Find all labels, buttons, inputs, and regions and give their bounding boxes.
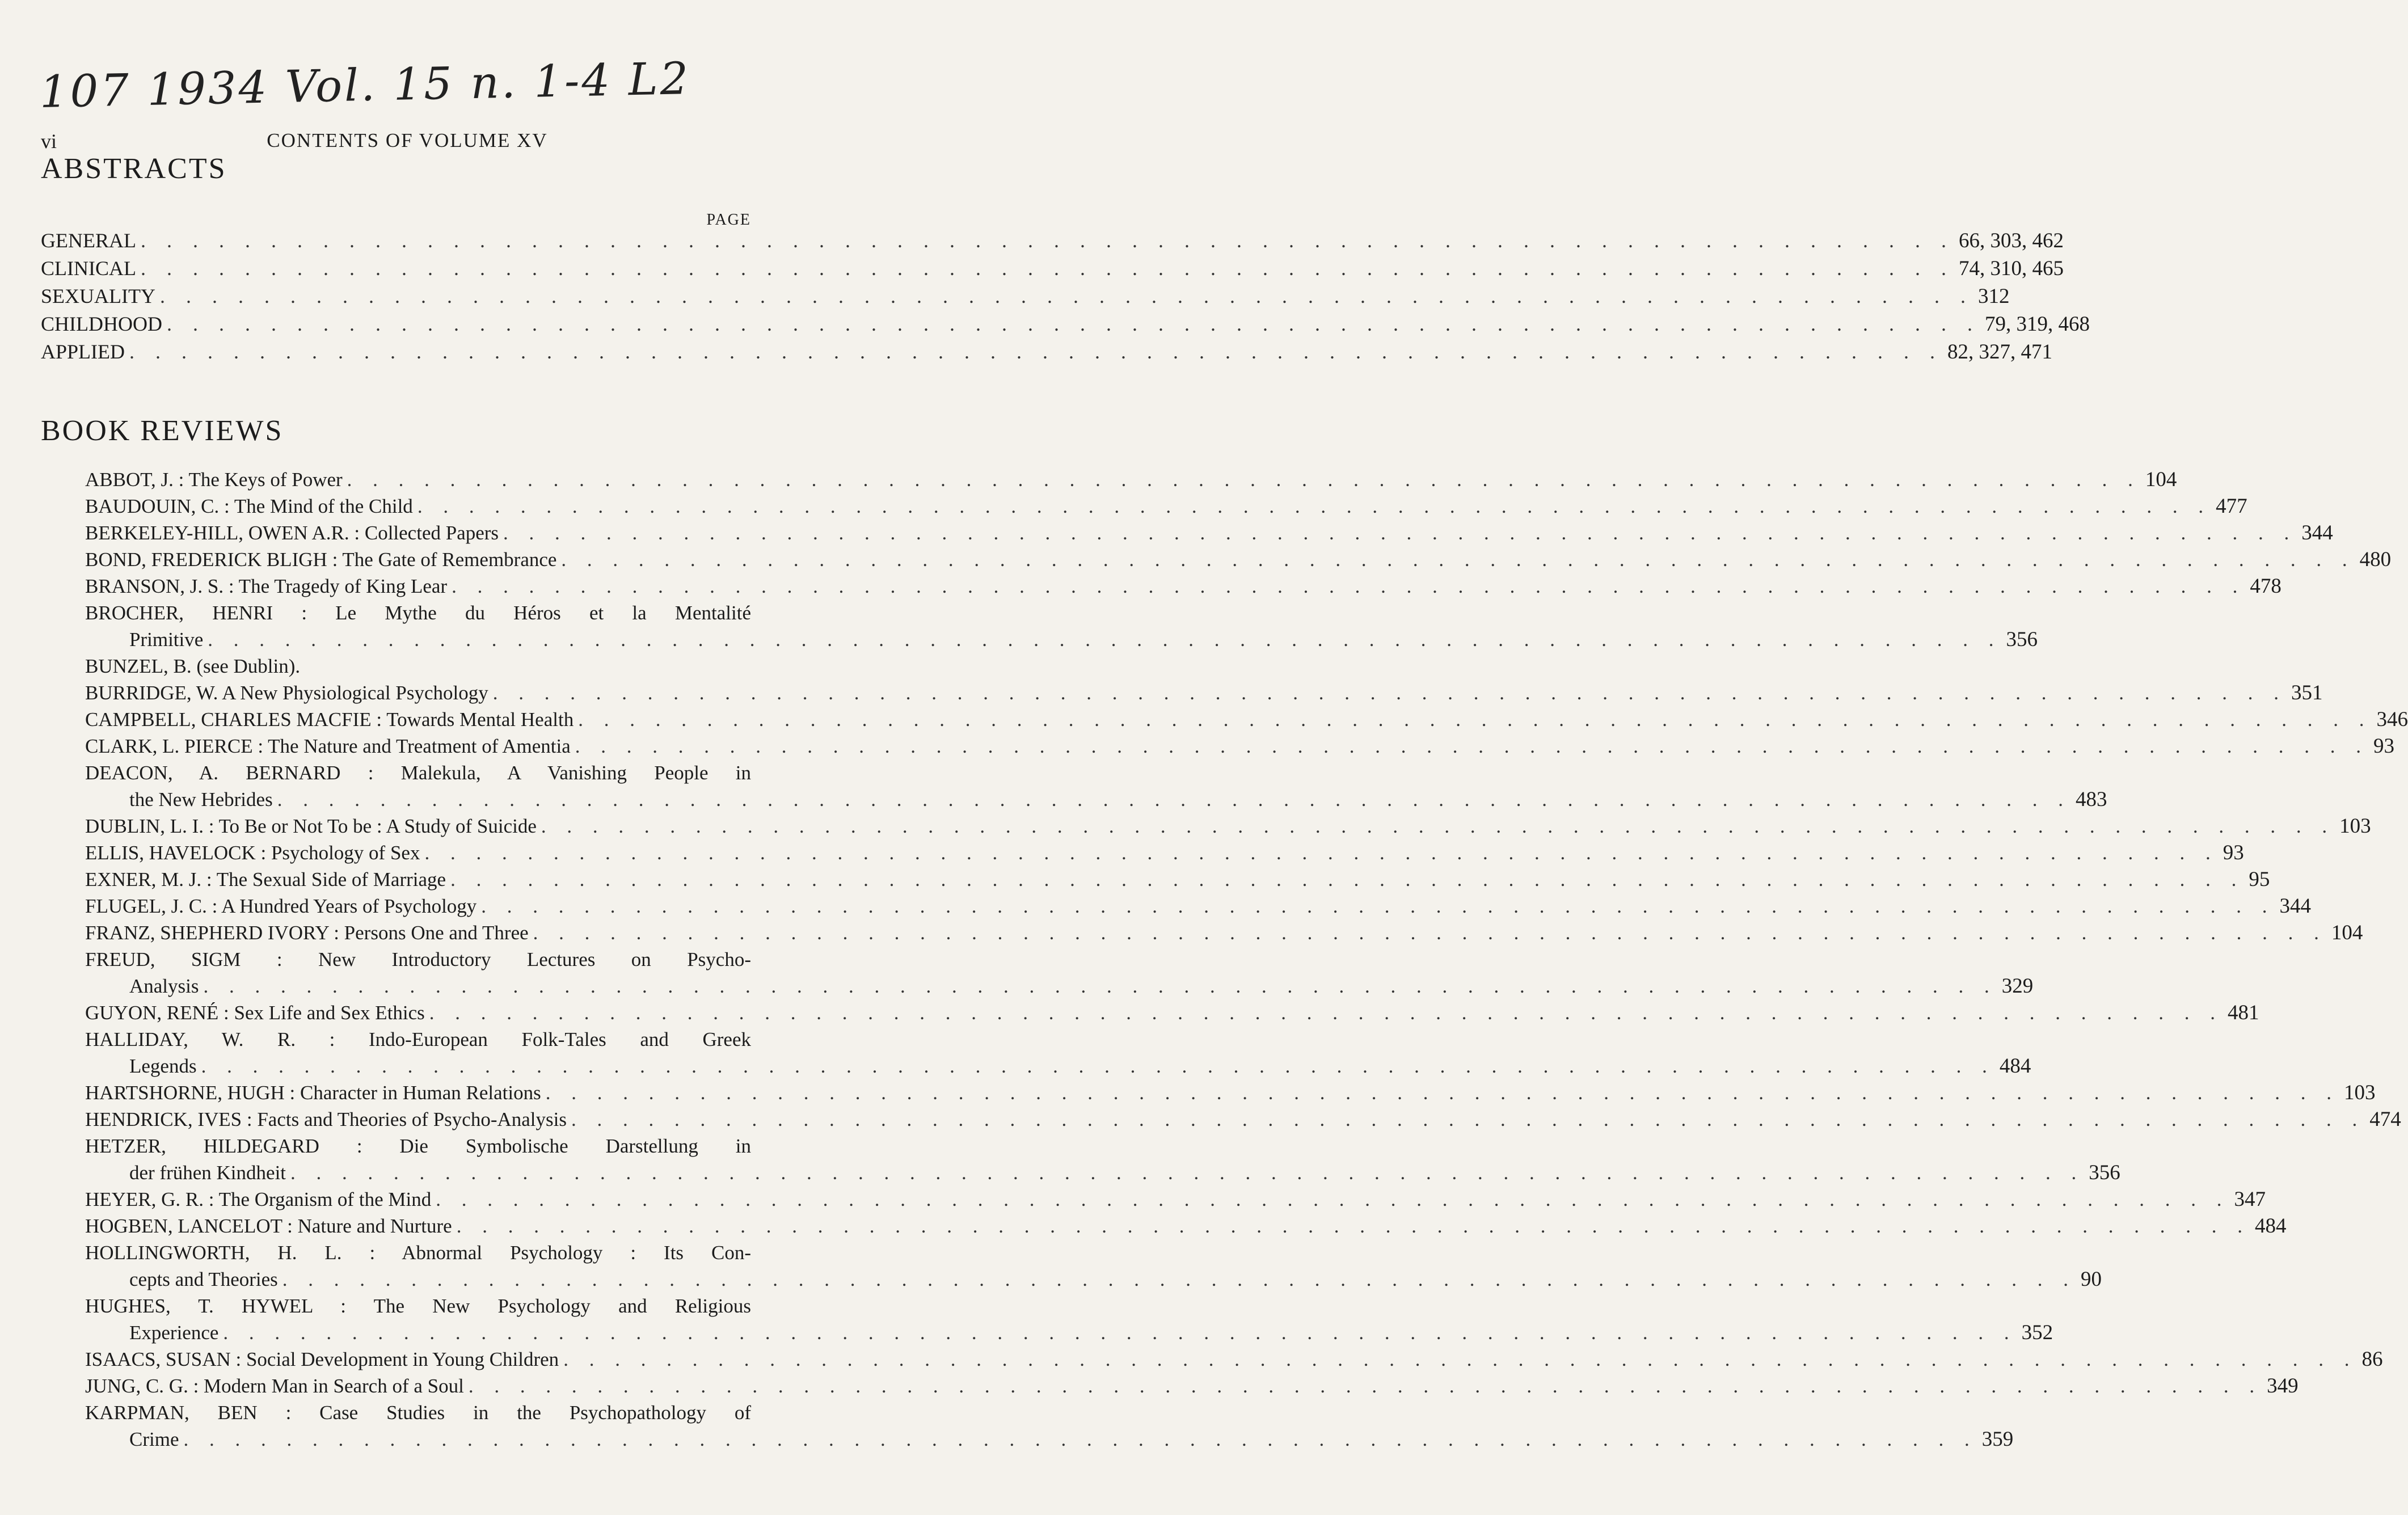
dot-leader: . . . . . . . . . . . . . . . . . . . . . . . . . . . . . . . . . . . . . . . . . . . . . . . . . . . . . . . . . . . . . . . . . . . . . .: [575, 735, 2369, 757]
dot-leader: . . . . . . . . . . . . . . . . . . . . . . . . . . . . . . . . . . . . . . . . . . . . . . . . . . . . . . . . . . . . . . . . . . . . . .: [561, 548, 2355, 571]
book-review-entry: [85, 759, 2107, 813]
review-page: 478: [2250, 575, 2282, 598]
dot-leader: . . . . . . . . . . . . . . . . . . . . . . . . . . . . . . . . . . . . . . . . . . . . . . . . . . . . . . . . . . . . . . . . . . . . . .: [456, 1215, 2250, 1237]
review-page: 483: [2075, 788, 2107, 811]
book-reviews-heading: BOOK REVIEWS: [41, 415, 284, 447]
book-review-entry: [85, 1213, 2287, 1239]
review-text: DEACON, A. BERNARD : Malekula, A Vanishing People in: [85, 762, 751, 784]
review-text-continued: Crime: [129, 1428, 179, 1450]
dot-leader: . . . . . . . . . . . . . . . . . . . . . . . . . . . . . . . . . . . . . . . . . . . . . . . . . . . . . . . . . . . . . . . . . . . . . .: [541, 815, 2335, 837]
review-text: HARTSHORNE, HUGH : Character in Human Relations: [85, 1082, 541, 1104]
abstract-pages: 74, 310, 465: [1958, 257, 2064, 280]
review-text: FREUD, SIGM : New Introductory Lectures on Psycho-: [85, 948, 751, 970]
review-text: BOND, FREDERICK BLIGH : The Gate of Remembrance: [85, 548, 557, 571]
dot-leader: . . . . . . . . . . . . . . . . . . . . . . . . . . . . . . . . . . . . . . . . . . . . . . . . . . . . . . . . . . . . . . . . . . . . . .: [503, 522, 2297, 544]
review-page: 477: [2216, 495, 2247, 518]
book-review-entry: [85, 466, 2177, 493]
review-text: HEYER, G. R. : The Organism of the Mind: [85, 1188, 432, 1210]
review-text: KARPMAN, BEN : Case Studies in the Psychopathology of: [85, 1402, 751, 1424]
book-review-entry: [85, 653, 751, 680]
page-column-label: PAGE: [706, 211, 751, 229]
book-review-entry: [85, 1399, 2014, 1453]
review-page: 481: [2228, 1001, 2259, 1024]
book-review-entry: [85, 1239, 2102, 1293]
review-text: HUGHES, T. HYWEL : The New Psychology and Religious: [85, 1295, 751, 1317]
review-page: 104: [2331, 921, 2363, 944]
review-text: ISAACS, SUSAN : Social Development in Young Children: [85, 1348, 559, 1370]
dot-leader: . . . . . . . . . . . . . . . . . . . . . . . . . . . . . . . . . . . . . . . . . . . . . . . . . . . . . . . . . . . . . . . . . . . . . .: [578, 708, 2372, 731]
book-review-entry: [85, 1106, 2401, 1133]
review-text: JUNG, C. G. : Modern Man in Search of a Soul: [85, 1375, 464, 1397]
review-text: BUNZEL, B. (see Dublin).: [85, 655, 301, 677]
dot-leader: . . . . . . . . . . . . . . . . . . . . . . . . . . . . . . . . . . . . . . . . . . . . . . . . . . . . . . . . . . . . . . . . . . . . . .: [436, 1188, 2230, 1210]
review-page: 93: [2373, 735, 2395, 758]
review-text: EXNER, M. J. : The Sexual Side of Marriage: [85, 868, 446, 891]
dot-leader: . . . . . . . . . . . . . . . . . . . . . . . . . . . . . . . . . . . . . . . . . . . . . . . . . . . . . . . . . . . . . . . . . . . . . .: [450, 868, 2245, 891]
review-page: 484: [2254, 1214, 2287, 1238]
dot-leader: . . . . . . . . . . . . . . . . . . . . . . . . . . . . . . . . . . . . . . . . . . . . . . . . . . . . . . . . . . . . . . . . . . . . . .: [563, 1348, 2358, 1370]
review-page: 474: [2369, 1108, 2401, 1131]
review-text: ELLIS, HAVELOCK : Psychology of Sex: [85, 842, 420, 864]
review-page: 104: [2145, 468, 2177, 491]
book-review-entry: [85, 813, 2371, 839]
review-text: FRANZ, SHEPHERD IVORY : Persons One and Three: [85, 922, 529, 944]
handwritten-note: 107 1934 Vol. 15 n. 1-4 L2: [39, 53, 691, 118]
review-page: 86: [2361, 1348, 2383, 1371]
book-review-entry: [85, 1373, 2299, 1399]
review-text: BRANSON, J. S. : The Tragedy of King Lear: [85, 575, 448, 597]
book-review-entry: [85, 893, 2312, 919]
abstract-label: CLINICAL: [41, 257, 136, 280]
dot-leader: . . . . . . . . . . . . . . . . . . . . . . . . . . . . . . . . . . . . . . . . . . . . . . . . . . . . . . . . . . . . . . . . . . . . . .: [492, 682, 2287, 704]
abstract-pages: 79, 319, 468: [1984, 313, 2090, 336]
review-text-continued: Analysis: [129, 975, 199, 997]
abstract-entry: [41, 255, 2064, 282]
dot-leader: . . . . . . . . . . . . . . . . . . . . . . . . . . . . . . . . . . . . . . . . . . . . . . . . . . . . . . . . . . . . . . . . . . . . . .: [208, 628, 2002, 651]
book-review-entry: [85, 919, 2363, 946]
dot-leader: . . . . . . . . . . . . . . . . . . . . . . . . . . . . . . . . . . . . . . . . . . . . . . . . . . . . . . . . . . . . . . . . . . . . . .: [223, 1322, 2017, 1344]
review-text-continued: cepts and Theories: [129, 1268, 278, 1290]
book-review-entry: [85, 520, 2333, 546]
review-text-continued: the New Hebrides: [129, 788, 273, 811]
dot-leader: . . . . . . . . . . . . . . . . . . . . . . . . . . . . . . . . . . . . . . . . . . . . . . . . . . . . . . . . . . . . . . . . . . . . . .: [183, 1428, 1977, 1450]
abstract-label: APPLIED: [41, 340, 125, 363]
dot-leader: . . . . . . . . . . . . . . . . . . . . . . . . . . . . . . . . . . . . . . . . . . . . . . . . . . . . . . . . . . . . . . . . . . . . . .: [533, 922, 2327, 944]
dot-leader: . . . . . . . . . . . . . . . . . . . . . . . . . . . . . . . . . . . . . . . . . . . . . . . . . . . . . . . . . . . . . . . . . . . . . .: [481, 895, 2275, 917]
book-review-entry: [85, 706, 2408, 733]
review-text: ABBOT, J. : The Keys of Power: [85, 469, 343, 491]
book-review-entry: [85, 946, 2034, 999]
dot-leader: . . . . . . . . . . . . . . . . . . . . . . . . . . . . . . . . . . . . . . . . . . . . . . . . . . . . . . . . . . . . . . . . . . . . . .: [140, 257, 1954, 280]
dot-leader: . . . . . . . . . . . . . . . . . . . . . . . . . . . . . . . . . . . . . . . . . . . . . . . . . . . . . . . . . . . . . . . . . . . . . .: [424, 842, 2219, 864]
review-page: 346: [2376, 708, 2408, 731]
book-review-entry: [85, 493, 2247, 520]
abstract-pages: 66, 303, 462: [1958, 229, 2064, 252]
book-review-entry: [85, 1079, 2376, 1106]
dot-leader: . . . . . . . . . . . . . . . . . . . . . . . . . . . . . . . . . . . . . . . . . . . . . . . . . . . . . . . . . . . . . . . . . . . . . .: [140, 229, 1954, 252]
dot-leader: . . . . . . . . . . . . . . . . . . . . . . . . . . . . . . . . . . . . . . . . . . . . . . . . . . . . . . . . . . . . . . . . . . . . . .: [347, 469, 2141, 491]
review-page: 95: [2249, 868, 2270, 891]
dot-leader: . . . . . . . . . . . . . . . . . . . . . . . . . . . . . . . . . . . . . . . . . . . . . . . . . . . . . . . . . . . . . . . . . . . . . .: [201, 1055, 1995, 1077]
review-text: BERKELEY-HILL, OWEN A.R. : Collected Papers: [85, 522, 499, 544]
abstract-entry: [41, 338, 2053, 366]
review-text: HOLLINGWORTH, H. L. : Abnormal Psychology : Its Con-: [85, 1242, 751, 1264]
abstract-entry: [41, 227, 2064, 255]
dot-leader: . . . . . . . . . . . . . . . . . . . . . . . . . . . . . . . . . . . . . . . . . . . . . . . . . . . . . . . . . . . . . . . . . . . . . .: [159, 285, 1973, 307]
dot-leader: . . . . . . . . . . . . . . . . . . . . . . . . . . . . . . . . . . . . . . . . . . . . . . . . . . . . . . . . . . . . . . . . . . . . . .: [452, 575, 2246, 597]
dot-leader: . . . . . . . . . . . . . . . . . . . . . . . . . . . . . . . . . . . . . . . . . . . . . . . . . . . . . . . . . . . . . . . . . . . . . .: [468, 1375, 2263, 1397]
book-review-entry: [85, 1186, 2266, 1213]
book-review-entry: [85, 839, 2244, 866]
review-text: HOGBEN, LANCELOT : Nature and Nurture: [85, 1215, 452, 1237]
dot-leader: . . . . . . . . . . . . . . . . . . . . . . . . . . . . . . . . . . . . . . . . . . . . . . . . . . . . . . . . . . . . . . . . . . . . . .: [571, 1108, 2365, 1130]
book-review-entry: [85, 866, 2270, 893]
abstract-label: CHILDHOOD: [41, 313, 162, 335]
review-text: BAUDOUIN, C. : The Mind of the Child: [85, 495, 413, 517]
abstract-label: GENERAL: [41, 229, 136, 252]
dot-leader: . . . . . . . . . . . . . . . . . . . . . . . . . . . . . . . . . . . . . . . . . . . . . . . . . . . . . . . . . . . . . . . . . . . . . .: [545, 1082, 2340, 1104]
review-page: 93: [2223, 841, 2244, 864]
book-review-entry: [85, 680, 2323, 706]
abstracts-list: [41, 227, 2090, 366]
running-head: [41, 129, 751, 154]
review-page: 90: [2081, 1268, 2102, 1291]
review-text: FLUGEL, J. C. : A Hundred Years of Psychology: [85, 895, 477, 917]
review-page: 359: [1981, 1428, 2014, 1451]
review-page: 103: [2344, 1081, 2376, 1104]
dot-leader: . . . . . . . . . . . . . . . . . . . . . . . . . . . . . . . . . . . . . . . . . . . . . . . . . . . . . . . . . . . . . . . . . . . . . .: [282, 1268, 2077, 1290]
review-text-continued: Primitive: [129, 628, 204, 651]
dot-leader: . . . . . . . . . . . . . . . . . . . . . . . . . . . . . . . . . . . . . . . . . . . . . . . . . . . . . . . . . . . . . . . . . . . . . .: [277, 788, 2071, 811]
review-text: CAMPBELL, CHARLES MACFIE : Towards Mental Health: [85, 708, 574, 731]
review-text: CLARK, L. PIERCE : The Nature and Treatment of Amentia: [85, 735, 571, 757]
review-page: 349: [2267, 1374, 2299, 1398]
review-text-continued: der frühen Kindheit: [129, 1162, 286, 1184]
review-page: 351: [2291, 681, 2323, 704]
dot-leader: . . . . . . . . . . . . . . . . . . . . . . . . . . . . . . . . . . . . . . . . . . . . . . . . . . . . . . . . . . . . . . . . . . . . . .: [166, 313, 1980, 335]
book-review-entry: [85, 1346, 2383, 1373]
review-page: 480: [2359, 548, 2392, 571]
review-page: 344: [2301, 521, 2333, 545]
review-text: BROCHER, HENRI : Le Mythe du Héros et la Mentalité: [85, 602, 751, 624]
review-page: 484: [1999, 1054, 2031, 1078]
review-page: 352: [2021, 1321, 2053, 1344]
abstracts-heading: ABSTRACTS: [41, 153, 227, 185]
abstract-pages: 312: [1977, 285, 2010, 308]
book-review-entry: [85, 573, 2282, 600]
dot-leader: . . . . . . . . . . . . . . . . . . . . . . . . . . . . . . . . . . . . . . . . . . . . . . . . . . . . . . . . . . . . . . . . . . . . . .: [417, 495, 2212, 517]
review-page: 344: [2279, 894, 2312, 918]
dot-leader: . . . . . . . . . . . . . . . . . . . . . . . . . . . . . . . . . . . . . . . . . . . . . . . . . . . . . . . . . . . . . . . . . . . . . .: [129, 340, 1943, 363]
abstract-entry: [41, 310, 2090, 338]
running-head-title: CONTENTS OF VOLUME XV: [267, 129, 548, 151]
review-text-continued: Experience: [129, 1322, 219, 1344]
abstract-entry: [41, 282, 2010, 310]
review-page: 356: [2006, 628, 2038, 651]
dot-leader: . . . . . . . . . . . . . . . . . . . . . . . . . . . . . . . . . . . . . . . . . . . . . . . . . . . . . . . . . . . . . . . . . . . . . .: [429, 1002, 2224, 1024]
review-page: 347: [2234, 1188, 2266, 1211]
dot-leader: . . . . . . . . . . . . . . . . . . . . . . . . . . . . . . . . . . . . . . . . . . . . . . . . . . . . . . . . . . . . . . . . . . . . . .: [290, 1162, 2085, 1184]
book-review-entry: [85, 600, 2038, 653]
dot-leader: . . . . . . . . . . . . . . . . . . . . . . . . . . . . . . . . . . . . . . . . . . . . . . . . . . . . . . . . . . . . . . . . . . . . . .: [203, 975, 1997, 997]
book-review-entry: [85, 1026, 2031, 1079]
review-text: BURRIDGE, W. A New Physiological Psychology: [85, 682, 488, 704]
review-text: HALLIDAY, W. R. : Indo-European Folk-Tales and Greek: [85, 1028, 751, 1050]
book-review-entry: [85, 999, 2259, 1026]
review-text: HENDRICK, IVES : Facts and Theories of Psycho-Analysis: [85, 1108, 567, 1130]
book-review-entry: [85, 546, 2392, 573]
review-page: 103: [2339, 815, 2371, 838]
review-text-continued: Legends: [129, 1055, 197, 1077]
page-folio: vi: [41, 130, 57, 153]
review-text: GUYON, RENÉ : Sex Life and Sex Ethics: [85, 1002, 425, 1024]
book-review-entry: [85, 733, 2395, 759]
book-review-entry: [85, 1133, 2120, 1186]
book-review-entry: [85, 1293, 2053, 1346]
book-reviews-list: [85, 466, 2408, 1453]
abstract-label: SEXUALITY: [41, 285, 155, 307]
review-page: 329: [2001, 974, 2034, 998]
review-page: 356: [2089, 1161, 2120, 1184]
review-text: DUBLIN, L. I. : To Be or Not To be : A Study of Suicide: [85, 815, 537, 837]
review-text: HETZER, HILDEGARD : Die Symbolische Darstellung in: [85, 1135, 751, 1157]
abstract-pages: 82, 327, 471: [1947, 340, 2053, 364]
